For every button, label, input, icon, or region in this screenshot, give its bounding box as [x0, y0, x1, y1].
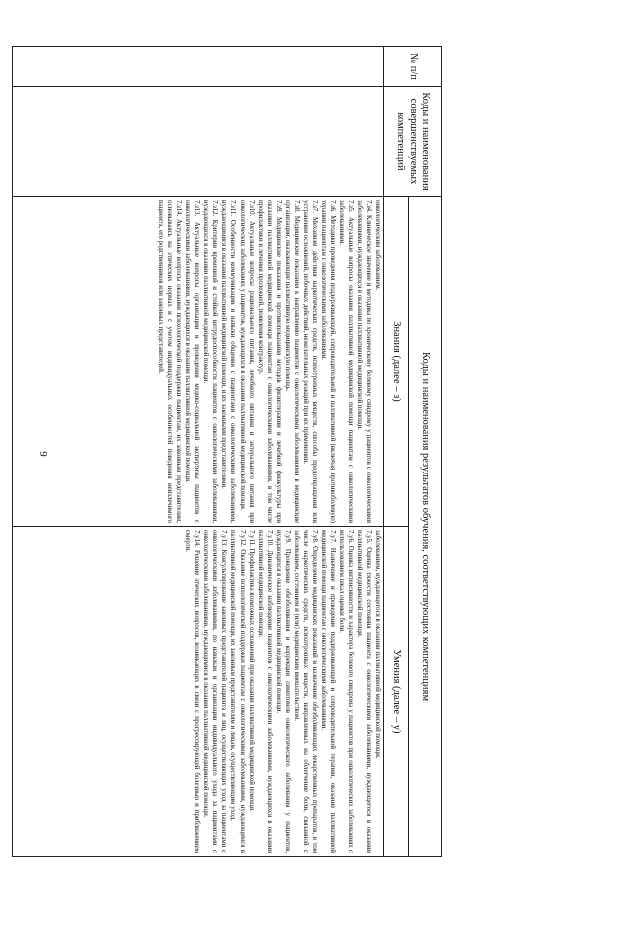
skills-item: 7.у11. Профилактика возможных осложнений при оказании паллиативной медицинской помощи.: [247, 530, 255, 812]
skills-item: 7.у7. Назначение и проведение поддерживающей и сопроводительной терапии, оказание паллиативной медицинской помощи пациентам с онкологическими заболеваниями.: [319, 530, 336, 854]
header-number: № п/п: [384, 47, 442, 87]
knowledge-item: 7.з12. Критерии временной и стойкой нетрудоспособности пациентов с онкологическими заболеваниями, нуждающихся в оказании паллиативной медицинской помощи.: [202, 200, 219, 523]
header-knowledge: Знания (далее – з): [384, 197, 409, 527]
skills-item: заболеванием, нуждающегося в оказании паллиативной медицинской помощи.: [374, 530, 381, 759]
skills-item: 7.у8. Определение медицинских показаний и назначение обезболивающих лекарственных препаратов, в том числе наркотических средств, психотропных веществ, направленных на облегчение боли, связанной с заболеванием, состоянием и (или) медицинским вмешательством.: [292, 530, 318, 854]
skills-item: 7.у12. Оказание психологической поддержки пациентам с онкологическими заболеваниями, нуждающимся в паллиативной медицинской помощи, их законным представителям и лицам, осуществляющим уход.: [229, 530, 246, 854]
skills-item: 7.у14. Решение этических вопросов, возникающих в связи с прогрессирующей болезнью и приближением смерти.: [184, 530, 201, 854]
knowledge-item: 7.з10. Актуальные вопросы рационального питания, лечебного питания и энтерального питания при онкологических заболеваниях у пациентов, нуждающихся в оказании паллиативной медицинской помощи.: [238, 200, 255, 523]
competencies-cell: [13, 87, 384, 197]
skills-item: 7.у5. Оценка тяжести состояния пациента с онкологическими заболеваниями, нуждающегося в оказании паллиативной медицинской помощи.: [355, 530, 372, 854]
skills-item: 7.у10. Динамическое наблюдение пациентов с онкологическими заболеваниями, нуждающихся в оказании паллиативной медицинской помощи.: [256, 530, 273, 854]
skills-item: 7.у9. Проведение обезболивания и коррекции симптомов онкологического заболевания у пациентов, нуждающихся в оказании паллиативной медицинской помощи.: [274, 530, 291, 854]
knowledge-item: 7.з14. Актуальные вопросы оказания психологической поддержки пациентам, их законным представителям, основываясь на этических нормах и с учетом индивидуальных особенностей поведения неизлечимого пациента, его родственников или законных представителей.: [157, 200, 183, 523]
knowledge-cell: [13, 197, 384, 527]
knowledge-item: онкологическим заболеванием.: [374, 200, 381, 291]
header-competencies: Коды и наименования совершенствуемых компетенций: [384, 87, 442, 197]
header-skills: Умения (далее – у): [384, 527, 409, 857]
knowledge-item: 7.з11. Особенности коммуникации и навыки общения с пациентами с онкологическими заболеваниями, нуждающимися в оказании паллиативной медицинской помощи, и их законными представителями.: [220, 200, 237, 523]
knowledge-item: 7.з9. Медицинские показания и противопоказания методов физиотерапии и лечебной физкультуры при оказании паллиативной медицинской помощи пациентам с онкологическими заболеваниями, в том числе профилактики и лечения пролежней, появления контрактур.: [256, 200, 282, 523]
knowledge-item: 7.з4. Клиническое значение и методика по хроническому болевому синдрому у пациентов с онкологическими заболеваниями, нуждающихся в оказании паллиативной медицинской помощи.: [355, 200, 372, 523]
knowledge-item: 7.з13. Актуальные вопросы организации и проведения медико-социальной экспертизы пациентов с онкологическими заболеваниями, нуждающихся в оказании паллиативной медицинской помощи.: [184, 200, 201, 523]
skills-item: 7.у13. Консультирование законных представителей пациента и лиц, осуществляющих уход за пациентами с онкологическими заболеваниями, по навыкам и организации индивидуального ухода за пациентами с онкологическими заболеваниями, нуждающимися в оказании паллиативной медицинской помощи.: [202, 530, 228, 854]
skills-cell: [13, 527, 384, 857]
knowledge-item: 7.з5. Актуальные вопросы оказания паллиативной медицинской помощи пациентам с онкологическими заболеваниями.: [337, 200, 354, 523]
skills-item: 7.у6. Оценка интенсивности и характера болевого синдрома у пациентов при онкологических заболеваниях с использованием шкал оценки боли.: [337, 530, 354, 854]
header-learning-results: Коды и наименования результатов обучения, соответствующих компетенциям: [409, 197, 442, 857]
page-number: 9: [37, 451, 49, 457]
knowledge-item: 7.з7. Механизм действия наркотических средств, психотропных веществ, способы предотвращения или устранения осложнений, побочных действий, нежелательных реакций при их применении.: [301, 200, 318, 523]
knowledge-item: 7.з8. Медицинские показания к направлению пациентов с онкологическими заболеваниями в медицинские организации, оказывающие паллиативную медицинскую помощь.: [283, 200, 300, 523]
number-cell: [13, 47, 384, 87]
knowledge-item: 7.з6. Методики проведения поддерживающей, сопроводительной и паллиативной (включая противоболевую) терапии пациентам с онкологическими заболеваниями.: [319, 200, 336, 523]
competency-table: [12, 46, 442, 857]
